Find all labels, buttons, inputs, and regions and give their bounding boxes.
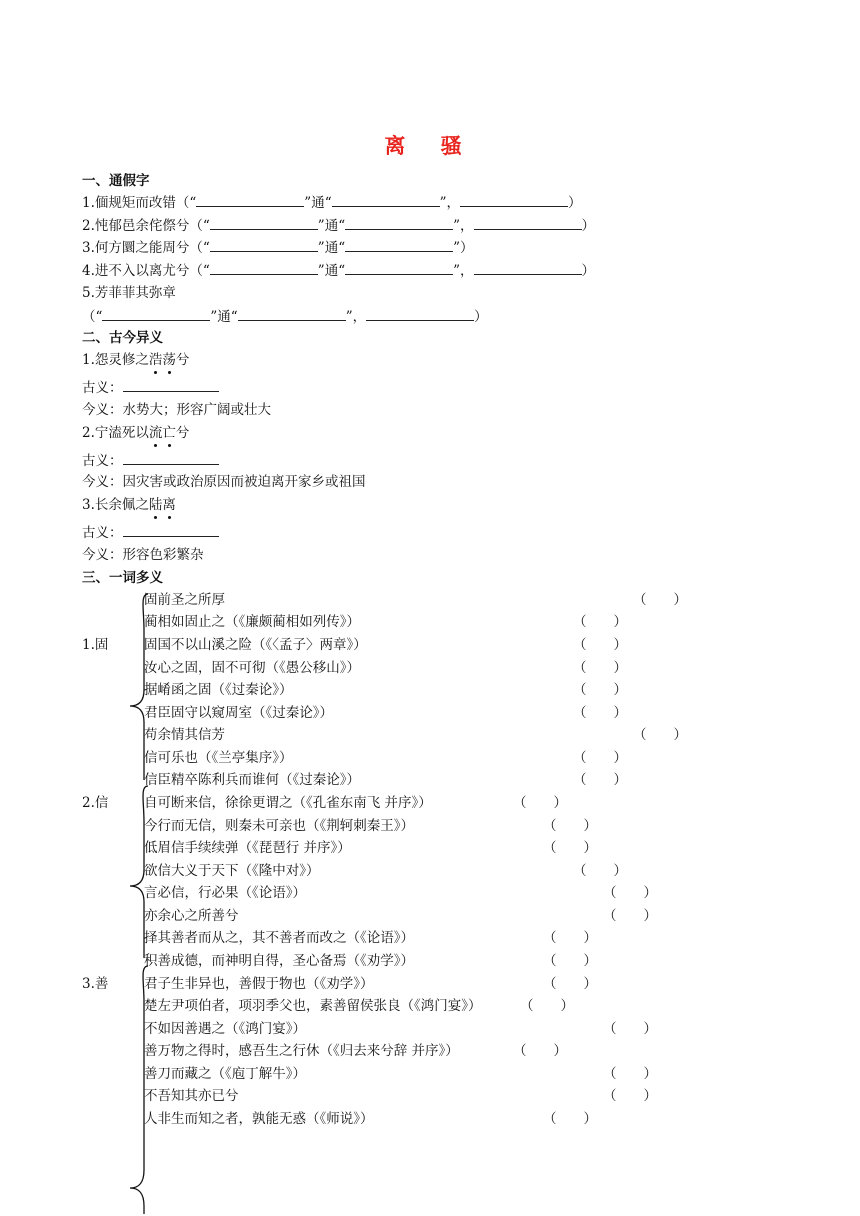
list-item: 低眉信手续续弹（《琵琶行 并序》） [144,840,351,856]
answer-paren[interactable]: （ ） [633,727,687,743]
answer-paren[interactable]: （ ） [520,998,574,1014]
tongjiazi-item-1: 1.偭规矩而改错（“ ”通“ ”， ） [82,195,582,211]
answer-blank[interactable] [210,261,318,275]
list-item: 不如因善遇之（《鸿门宴》） [144,1021,306,1037]
answer-paren[interactable]: （ ） [603,885,657,901]
dotted-char: 亡 [162,425,176,441]
group-label-xin: 2.信 [82,795,109,811]
answer-paren[interactable]: （ ） [603,1066,657,1082]
answer-paren[interactable]: （ ） [603,1088,657,1104]
list-item: 自可断来信，徐徐更谓之（《孔雀东南飞 并序》） [144,795,432,811]
gujin-ancient-1: 古义： [82,378,219,397]
answer-paren[interactable]: （ ） [573,637,627,653]
dotted-char: 流 [148,425,163,441]
gujin-sentence-3: 3.长余佩之陆离 [82,497,176,513]
answer-blank[interactable] [102,307,210,321]
answer-blank[interactable] [196,193,304,207]
list-item: 信臣精卒陈利兵而谁何（《过秦论》） [144,772,360,788]
answer-paren[interactable]: （ ） [573,614,627,630]
list-item: 善刀而藏之（《庖丁解牛》） [144,1066,306,1082]
tongjiazi-item-5: 5.芳菲菲其弥章 [82,285,176,301]
list-item: 苟余情其信芳 [144,727,225,743]
answer-paren[interactable]: （ ） [543,976,597,992]
answer-paren[interactable]: （ ） [573,750,627,766]
answer-blank[interactable] [345,216,453,230]
list-item: 积善成德，而神明自得，圣心备焉（《劝学》） [144,953,414,969]
dotted-char: 浩 [148,352,163,368]
answer-blank[interactable] [474,261,582,275]
answer-paren[interactable]: （ ） [543,840,597,856]
dotted-char: 陆 [148,497,163,513]
list-item: 亦余心之所善兮 [144,908,239,924]
list-item: 善万物之得时，感吾生之行休（《归去来兮辞 并序》） [144,1043,459,1059]
dotted-char: 荡 [162,352,176,368]
tongjiazi-item-2: 2.忳郁邑余侘傺兮（“ ”通“ ”， ） [82,218,596,234]
answer-paren[interactable]: （ ） [513,1043,567,1059]
list-item: 择其善者而从之，其不善者而改之（《论语》） [144,930,414,946]
gujin-sentence-2: 2.宁溘死以流亡兮 [82,425,190,441]
answer-paren[interactable]: （ ） [573,682,627,698]
section-heading-yiciduoyi: 三、一词多义 [82,570,163,586]
page-title: 离 骚 [384,133,476,158]
answer-blank[interactable] [210,238,318,252]
answer-blank[interactable] [474,216,582,230]
answer-blank[interactable] [332,193,440,207]
answer-blank[interactable] [123,523,219,537]
answer-blank[interactable] [123,451,219,465]
dotted-char: 离 [162,497,176,513]
group-label-gu: 1.固 [82,637,109,653]
list-item: 楚左尹项伯者，项羽季父也，素善留侯张良（《鸿门宴》） [144,998,482,1014]
tongjiazi-item-5-blanks: （“ ”通“ ”， ） [82,309,488,325]
answer-paren[interactable]: （ ） [513,795,567,811]
gujin-modern-2: 今义：因灾害或政治原因而被迫离开家乡或祖国 [82,474,366,490]
answer-blank[interactable] [345,261,453,275]
list-item: 固前圣之所厚 [144,592,225,608]
gujin-modern-1: 今义：水势大；形容广阔或壮大 [82,402,271,418]
list-item: 汝心之固，固不可彻（《愚公移山》） [144,660,360,676]
list-item: 君臣固守以窥周室（《过秦论》） [144,705,333,721]
list-item: 蔺相如固止之（《廉颇蔺相如列传》） [144,614,360,630]
list-item: 据崤函之固（《过秦论》） [144,682,293,698]
list-item: 欲信大义于天下（《隆中对》） [144,863,320,879]
gujin-modern-3: 今义：形容色彩繁杂 [82,547,204,563]
answer-paren[interactable]: （ ） [603,908,657,924]
list-item: 君子生非异也，善假于物也（《劝学》） [144,976,374,992]
answer-paren[interactable]: （ ） [543,1111,597,1127]
list-item: 固国不以山溪之险（《〈孟子〉两章》） [144,637,367,653]
list-item: 人非生而知之者，孰能无惑（《师说》） [144,1111,374,1127]
list-item: 言必信，行必果（《论语》） [144,885,306,901]
section-heading-tongjiazi: 一、通假字 [82,173,150,189]
gujin-ancient-3: 古义： [82,523,219,542]
answer-paren[interactable]: （ ） [633,592,687,608]
answer-paren[interactable]: （ ） [603,1021,657,1037]
list-item: 今行而无信，则秦未可亲也（《荆轲刺秦王》） [144,818,414,834]
answer-blank[interactable] [123,378,219,392]
answer-paren[interactable]: （ ） [543,818,597,834]
gujin-sentence-1: 1.怨灵修之浩荡兮 [82,352,190,368]
answer-blank[interactable] [345,238,453,252]
list-item: 不吾知其亦已兮 [144,1088,239,1104]
answer-paren[interactable]: （ ） [573,772,627,788]
answer-paren[interactable]: （ ） [543,930,597,946]
answer-paren[interactable]: （ ） [573,660,627,676]
tongjiazi-item-3: 3.何方圜之能周兮（“ ”通“ ”） [82,240,474,256]
answer-blank[interactable] [210,216,318,230]
answer-blank[interactable] [460,193,568,207]
answer-paren[interactable]: （ ） [543,953,597,969]
answer-paren[interactable]: （ ） [573,863,627,879]
list-item: 信可乐也（《兰亭集序》） [144,750,293,766]
answer-paren[interactable]: （ ） [573,705,627,721]
section-heading-gujinyiyi: 二、古今异义 [82,330,163,346]
group-label-shan: 3.善 [82,976,109,992]
gujin-ancient-2: 古义： [82,451,219,470]
tongjiazi-item-4: 4.进不入以离尤兮（“ ”通“ ”， ） [82,263,596,279]
answer-blank[interactable] [366,307,474,321]
answer-blank[interactable] [238,307,346,321]
